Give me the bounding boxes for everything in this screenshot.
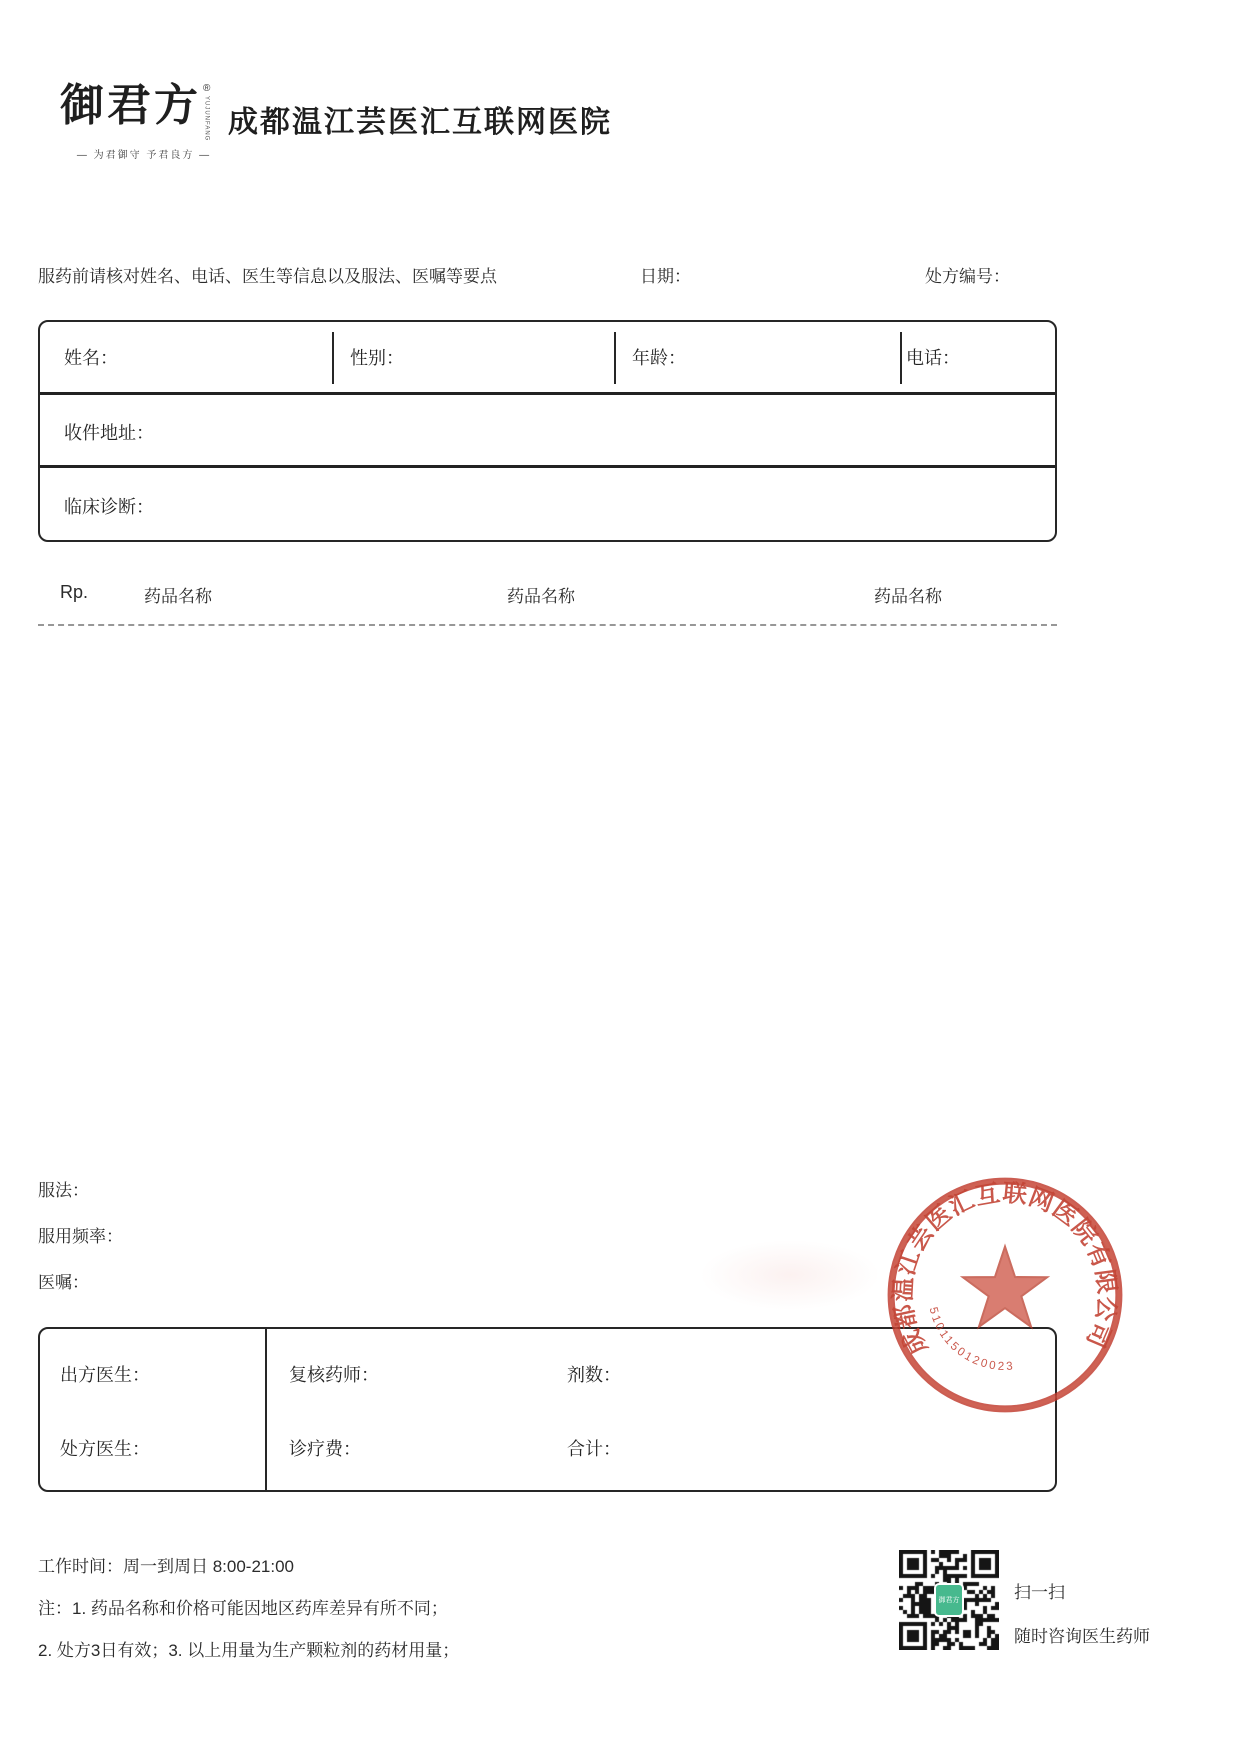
scan-subtitle: 随时咨询医生药师	[1014, 1627, 1150, 1646]
brand-logo-text: 御君方	[60, 81, 201, 130]
address-label: 收件地址：	[64, 422, 154, 443]
registered-trademark-icon: ®	[203, 83, 211, 94]
prescribing-doctor-label: 处方医生：	[60, 1439, 150, 1459]
total-label: 合计：	[567, 1439, 621, 1459]
date-label: 日期：	[640, 267, 691, 286]
seal-company-text: 成都温江芸医汇互联网医院有限公司	[889, 1179, 1121, 1359]
consultation-fee-label: 诊疗费：	[289, 1439, 361, 1459]
frequency-label: 服用频率：	[38, 1227, 123, 1246]
patient-info-box	[38, 320, 1057, 542]
diagnosis-row	[40, 471, 1055, 540]
address-row	[40, 398, 1055, 468]
qr-code-block	[899, 1550, 999, 1650]
note-line-1: 注：1. 药品名称和价格可能因地区药库差异有所不同；	[38, 1599, 448, 1618]
drug-name-column-header: 药品名称	[507, 587, 575, 606]
ink-smudge	[700, 1240, 880, 1310]
company-seal-stamp	[876, 1166, 1134, 1424]
note-line-2: 2. 处方3日有效；3. 以上用量为生产颗粒剂的药材用量；	[38, 1641, 460, 1660]
hospital-title: 成都温江芸医汇互联网医院	[228, 106, 612, 139]
rp-label: Rp.	[60, 582, 89, 602]
dashed-separator	[38, 624, 1057, 626]
drug-name-column-header: 药品名称	[874, 587, 942, 606]
phone-label: 电话：	[906, 348, 960, 368]
brand-logo-vertical-text: YUJUNFANG	[203, 96, 210, 142]
field-divider	[614, 332, 616, 384]
age-label: 年龄：	[632, 348, 686, 368]
reviewing-pharmacist-label: 复核药师：	[289, 1365, 379, 1385]
seal-serial-number: 5101150120023	[926, 1305, 1016, 1374]
field-divider	[332, 332, 334, 384]
verification-notice: 服药前请核对姓名、电话、医生等信息以及服法、医嘱等要点	[38, 267, 497, 286]
field-divider	[900, 332, 902, 384]
drug-name-column-header: 药品名称	[144, 587, 212, 606]
qr-center-badge: 御君方	[934, 1583, 964, 1617]
advice-label: 医嘱：	[38, 1273, 89, 1292]
diagnosis-label: 临床诊断：	[64, 496, 154, 517]
gender-label: 性别：	[350, 348, 404, 368]
usage-label: 服法：	[38, 1181, 89, 1200]
work-hours-text: 工作时间：周一到周日 8:00-21:00	[38, 1557, 295, 1576]
brand-logo	[60, 81, 211, 142]
name-label: 姓名：	[64, 348, 118, 368]
table-divider	[265, 1329, 267, 1490]
brand-logo-side	[203, 84, 210, 141]
brand-tagline: — 为君御守 予君良方 —	[76, 150, 212, 161]
dose-count-label: 剂数：	[567, 1365, 621, 1385]
scan-title: 扫一扫	[1014, 1583, 1065, 1602]
seal-star-icon	[963, 1247, 1047, 1327]
issuing-doctor-label: 出方医生：	[60, 1365, 150, 1385]
prescription-number-label: 处方编号：	[925, 267, 1010, 286]
patient-identity-row	[40, 322, 1055, 395]
